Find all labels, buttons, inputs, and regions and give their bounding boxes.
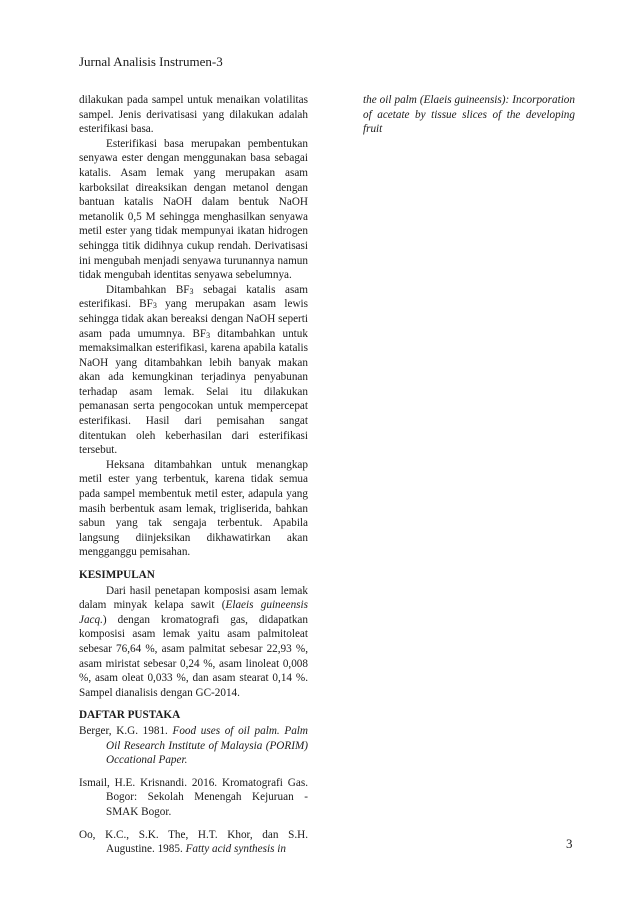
reference-item: Oo, K.C., S.K. The, H.T. Khor, dan S.H. Augustine. 1985. Fatty acid synthesis in: [79, 828, 308, 856]
heading-daftar-pustaka: DAFTAR PUSTAKA: [79, 709, 181, 722]
page-number: 3: [566, 836, 573, 851]
paragraph-derivatisasi: dilakukan pada sampel untuk menaikan volatilitas sampel. Jenis derivatisasi yang dilakukan adalah esterifikasi basa.: [79, 94, 308, 136]
left-column: [79, 93, 308, 857]
paragraph-kesimpulan: Dari hasil penetapan komposisi asam lemak dalam minyak kelapa sawit (Elaeis guineensis Jacq.) dengan kromatografi gas, didapatkan komposisi asam lemak yaitu asam palmitoleat sebesar 76,64 %, asam palmitat sebesar 22,93 %, asam miristat sebesar 0,24 %, asam linoleat 0,008 %, asam oleat 0,033 %, dan asam stearat 0,14 %. Sampel dianalisis dengan GC-2014.: [79, 584, 308, 699]
reference-continuation: the oil palm (Elaeis guineensis): Incorporation of acetate by tissue slices of the developing fruit: [363, 94, 575, 136]
running-title: Jurnal Analisis Instrumen-3: [79, 54, 223, 69]
paragraph-esterifikasi-basa: Esterifikasi basa merupakan pembentukan senyawa ester dengan menggunakan basa sebagai katalis. Asam lemak yang merupakan asam karboksilat direaksikan dengan metanol dengan bantuan katalis NaOH dalam bentuk NaOH metanolik 0,5 M sehingga menghasilkan senyawa metil ester yang tidak mempunyai ikatan hidrogen sehingga titik didihnya cukup rendah. Derivatisasi ini mengubah menjadi senyawa turunannya namun tidak mengubah identitas senyawa sebelumnya.: [79, 137, 308, 282]
reference-item: Ismail, H.E. Krisnandi. 2016. Kromatografi Gas. Bogor: Sekolah Menengah Kejuruan - SMAK Bogor.: [79, 776, 308, 818]
right-column: [363, 93, 575, 137]
reference-item: Berger, K.G. 1981. Food uses of oil palm. Palm Oil Research Institute of Malaysia (PORIM) Occational Paper.: [79, 724, 308, 767]
paragraph-bf3: Ditambahkan $BF_3$ sebagai katalis asam esterifikasi. $BF_3$ yang merupakan asam lewis sehingga tidak akan bereaksi dengan NaOH seperti asam pada umumnya. $BF_3$ ditambahkan untuk memaksimalkan esterifikasi, karena apabila katalis NaOH yang ditambahkan lebih banyak makan akan ada kemungkinan terjadinya penyabunan terhadap asam lemak. Selai itu dilakukan pemanasan serta pengocokan untuk mempercepat esterifikasi. Hasil dari pemisahan sangat ditentukan oleh keberhasilan dari esterifikasi tersebut.: [79, 283, 308, 457]
paragraph-heksana: Heksana ditambahkan untuk menangkap metil ester yang terbentuk, karena tidak semua pada sampel membentuk metil ester, adapula yang masih berbentuk asam lemak, trigliserida, bahkan sabun yang tak sengaja terbentuk. Apabila langsung diinjeksikan dikhawatirkan akan mengganggu pemisahan.: [79, 458, 308, 559]
heading-kesimpulan: KESIMPULAN: [79, 569, 155, 581]
